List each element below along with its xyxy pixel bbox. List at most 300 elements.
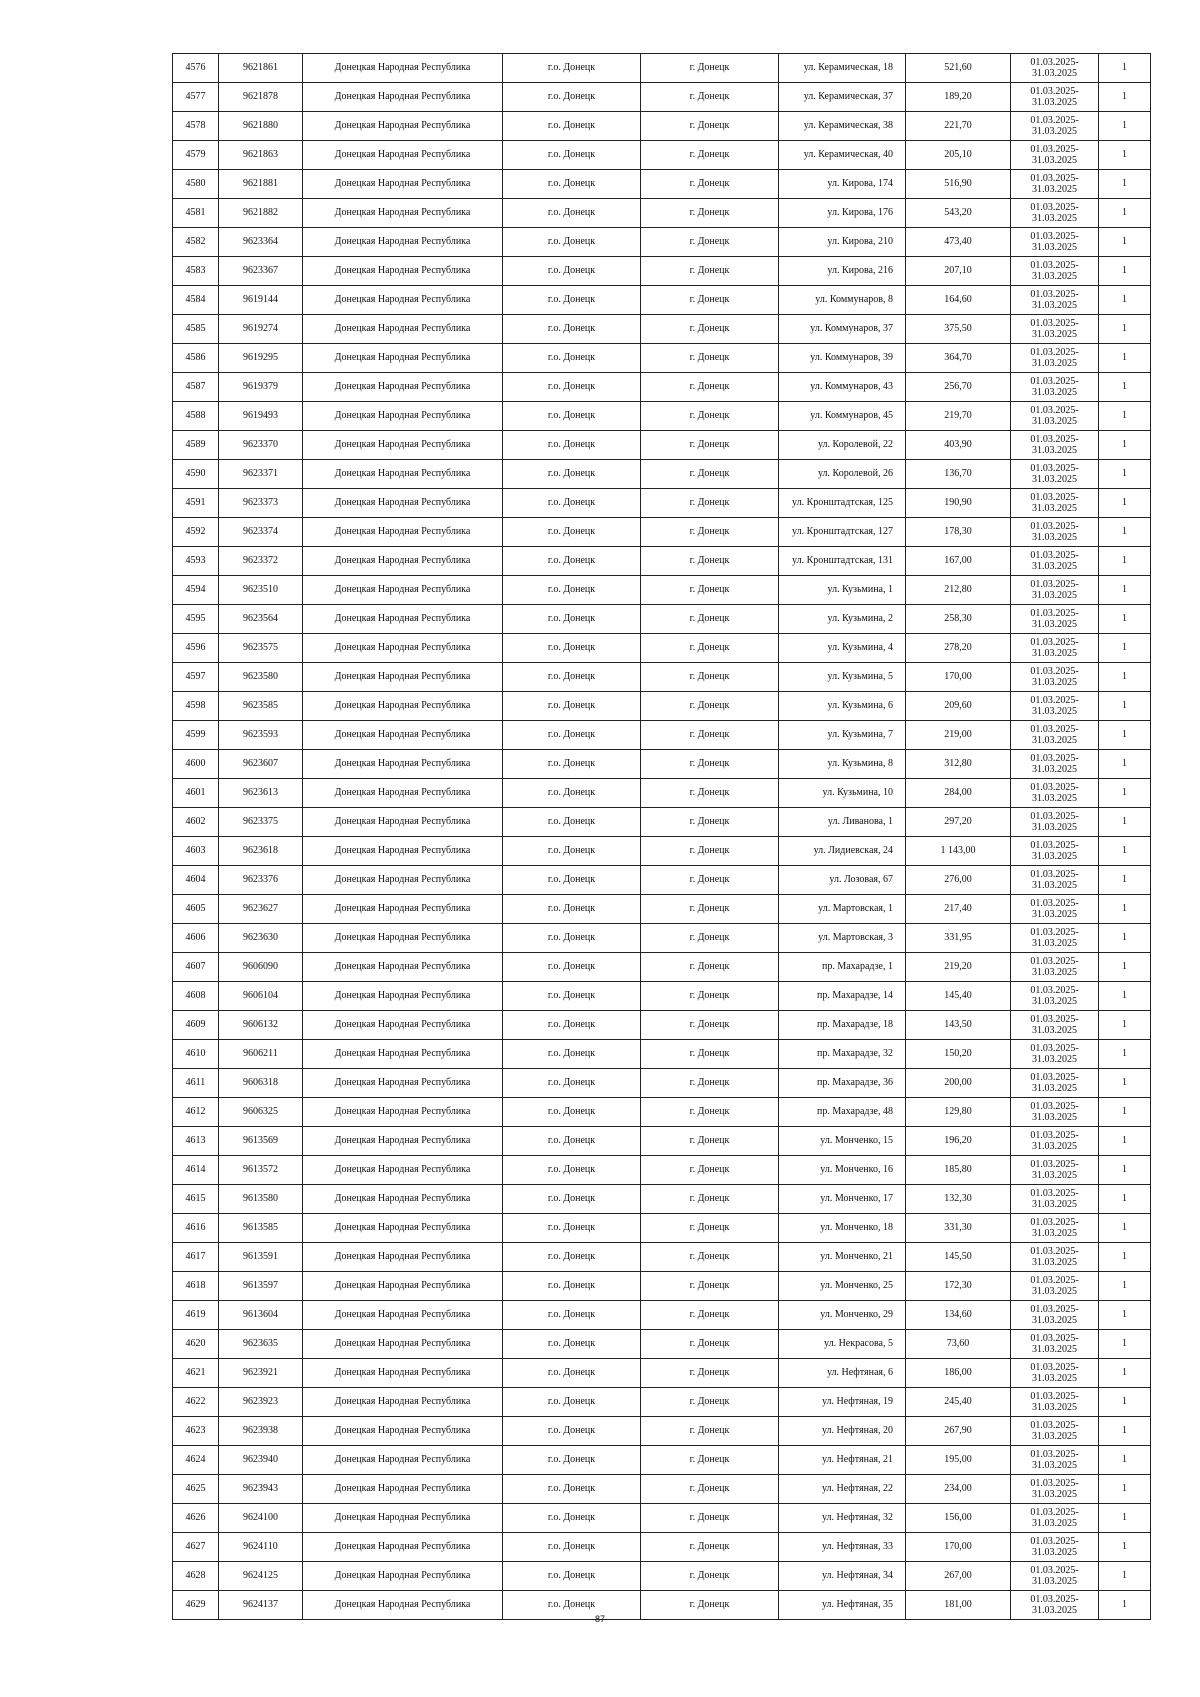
row-number-cell: 4586	[173, 344, 219, 373]
object-id-cell: 9613572	[219, 1156, 303, 1185]
area-cell: 178,30	[906, 518, 1011, 547]
table-row	[173, 924, 1151, 953]
city-cell: г. Донецк	[641, 1446, 779, 1475]
city-cell: г. Донецк	[641, 982, 779, 1011]
table-row	[173, 257, 1151, 286]
count-cell: 1	[1099, 431, 1151, 460]
table-row	[173, 54, 1151, 83]
city-cell: г. Донецк	[641, 1272, 779, 1301]
region-cell: Донецкая Народная Республика	[303, 257, 503, 286]
area-cell: 331,30	[906, 1214, 1011, 1243]
count-cell: 1	[1099, 982, 1151, 1011]
object-id-cell: 9623371	[219, 460, 303, 489]
table-row	[173, 431, 1151, 460]
district-cell: г.о. Донецк	[503, 866, 641, 895]
city-cell: г. Донецк	[641, 576, 779, 605]
table-row	[173, 1417, 1151, 1446]
area-cell: 267,00	[906, 1562, 1011, 1591]
count-cell: 1	[1099, 460, 1151, 489]
row-number-cell: 4603	[173, 837, 219, 866]
area-cell: 189,20	[906, 83, 1011, 112]
city-cell: г. Донецк	[641, 286, 779, 315]
address-cell: ул. Королевой, 22	[779, 431, 906, 460]
address-cell: ул. Кузьмина, 5	[779, 663, 906, 692]
period-cell: 01.03.2025-31.03.2025	[1011, 1446, 1099, 1475]
object-id-cell: 9623580	[219, 663, 303, 692]
count-cell: 1	[1099, 170, 1151, 199]
city-cell: г. Донецк	[641, 924, 779, 953]
address-cell: ул. Керамическая, 40	[779, 141, 906, 170]
table-row	[173, 982, 1151, 1011]
object-id-cell: 9623938	[219, 1417, 303, 1446]
area-cell: 73,60	[906, 1330, 1011, 1359]
district-cell: г.о. Донецк	[503, 1156, 641, 1185]
address-cell: ул. Монченко, 15	[779, 1127, 906, 1156]
district-cell: г.о. Донецк	[503, 1533, 641, 1562]
address-cell: пр. Махарадзе, 36	[779, 1069, 906, 1098]
region-cell: Донецкая Народная Республика	[303, 228, 503, 257]
district-cell: г.о. Донецк	[503, 953, 641, 982]
address-cell: ул. Лидиевская, 24	[779, 837, 906, 866]
address-cell: ул. Керамическая, 38	[779, 112, 906, 141]
address-cell: ул. Монченко, 17	[779, 1185, 906, 1214]
area-cell: 1 143,00	[906, 837, 1011, 866]
object-id-cell: 9623635	[219, 1330, 303, 1359]
period-cell: 01.03.2025-31.03.2025	[1011, 460, 1099, 489]
city-cell: г. Донецк	[641, 779, 779, 808]
address-cell: ул. Кронштадтская, 125	[779, 489, 906, 518]
district-cell: г.о. Донецк	[503, 141, 641, 170]
count-cell: 1	[1099, 1040, 1151, 1069]
period-cell: 01.03.2025-31.03.2025	[1011, 924, 1099, 953]
address-cell: ул. Коммунаров, 8	[779, 286, 906, 315]
object-id-cell: 9613604	[219, 1301, 303, 1330]
row-number-cell: 4624	[173, 1446, 219, 1475]
table-row	[173, 692, 1151, 721]
table-row	[173, 779, 1151, 808]
table-row	[173, 518, 1151, 547]
region-cell: Донецкая Народная Республика	[303, 982, 503, 1011]
city-cell: г. Донецк	[641, 808, 779, 837]
table-row	[173, 460, 1151, 489]
table-row	[173, 1388, 1151, 1417]
district-cell: г.о. Донецк	[503, 1011, 641, 1040]
city-cell: г. Донецк	[641, 1243, 779, 1272]
district-cell: г.о. Донецк	[503, 547, 641, 576]
region-cell: Донецкая Народная Республика	[303, 1504, 503, 1533]
row-number-cell: 4626	[173, 1504, 219, 1533]
count-cell: 1	[1099, 547, 1151, 576]
table-row	[173, 1330, 1151, 1359]
count-cell: 1	[1099, 692, 1151, 721]
period-cell: 01.03.2025-31.03.2025	[1011, 1156, 1099, 1185]
table-row	[173, 1504, 1151, 1533]
region-cell: Донецкая Народная Республика	[303, 1359, 503, 1388]
period-cell: 01.03.2025-31.03.2025	[1011, 808, 1099, 837]
period-cell: 01.03.2025-31.03.2025	[1011, 1301, 1099, 1330]
count-cell: 1	[1099, 605, 1151, 634]
table-row	[173, 170, 1151, 199]
area-cell: 331,95	[906, 924, 1011, 953]
row-number-cell: 4605	[173, 895, 219, 924]
region-cell: Донецкая Народная Республика	[303, 895, 503, 924]
address-cell: ул. Монченко, 16	[779, 1156, 906, 1185]
district-cell: г.о. Донецк	[503, 1214, 641, 1243]
row-number-cell: 4580	[173, 170, 219, 199]
area-cell: 195,00	[906, 1446, 1011, 1475]
area-cell: 150,20	[906, 1040, 1011, 1069]
area-cell: 156,00	[906, 1504, 1011, 1533]
city-cell: г. Донецк	[641, 257, 779, 286]
area-cell: 473,40	[906, 228, 1011, 257]
table-row	[173, 112, 1151, 141]
table-row	[173, 721, 1151, 750]
row-number-cell: 4607	[173, 953, 219, 982]
object-id-cell: 9623613	[219, 779, 303, 808]
city-cell: г. Донецк	[641, 1040, 779, 1069]
count-cell: 1	[1099, 837, 1151, 866]
district-cell: г.о. Донецк	[503, 1272, 641, 1301]
count-cell: 1	[1099, 1591, 1151, 1620]
area-cell: 196,20	[906, 1127, 1011, 1156]
region-cell: Донецкая Народная Республика	[303, 924, 503, 953]
region-cell: Донецкая Народная Республика	[303, 1446, 503, 1475]
period-cell: 01.03.2025-31.03.2025	[1011, 547, 1099, 576]
count-cell: 1	[1099, 1301, 1151, 1330]
area-cell: 516,90	[906, 170, 1011, 199]
count-cell: 1	[1099, 1272, 1151, 1301]
area-cell: 267,90	[906, 1417, 1011, 1446]
row-number-cell: 4589	[173, 431, 219, 460]
district-cell: г.о. Донецк	[503, 1475, 641, 1504]
area-cell: 234,00	[906, 1475, 1011, 1504]
address-cell: ул. Кронштадтская, 127	[779, 518, 906, 547]
object-id-cell: 9624125	[219, 1562, 303, 1591]
region-cell: Донецкая Народная Республика	[303, 1040, 503, 1069]
object-id-cell: 9623376	[219, 866, 303, 895]
object-id-cell: 9623364	[219, 228, 303, 257]
row-number-cell: 4621	[173, 1359, 219, 1388]
area-cell: 172,30	[906, 1272, 1011, 1301]
object-id-cell: 9619274	[219, 315, 303, 344]
address-cell: ул. Коммунаров, 43	[779, 373, 906, 402]
city-cell: г. Донецк	[641, 460, 779, 489]
city-cell: г. Донецк	[641, 692, 779, 721]
district-cell: г.о. Донецк	[503, 1504, 641, 1533]
area-cell: 217,40	[906, 895, 1011, 924]
district-cell: г.о. Донецк	[503, 895, 641, 924]
object-id-cell: 9623923	[219, 1388, 303, 1417]
table-row	[173, 953, 1151, 982]
object-id-cell: 9606104	[219, 982, 303, 1011]
row-number-cell: 4623	[173, 1417, 219, 1446]
city-cell: г. Донецк	[641, 1359, 779, 1388]
area-cell: 284,00	[906, 779, 1011, 808]
region-cell: Донецкая Народная Республика	[303, 1069, 503, 1098]
count-cell: 1	[1099, 315, 1151, 344]
district-cell: г.о. Донецк	[503, 1040, 641, 1069]
table-row	[173, 663, 1151, 692]
object-id-cell: 9606132	[219, 1011, 303, 1040]
district-cell: г.о. Донецк	[503, 170, 641, 199]
city-cell: г. Донецк	[641, 170, 779, 199]
region-cell: Донецкая Народная Республика	[303, 170, 503, 199]
row-number-cell: 4581	[173, 199, 219, 228]
period-cell: 01.03.2025-31.03.2025	[1011, 1127, 1099, 1156]
region-cell: Донецкая Народная Республика	[303, 489, 503, 518]
count-cell: 1	[1099, 634, 1151, 663]
area-cell: 245,40	[906, 1388, 1011, 1417]
area-cell: 364,70	[906, 344, 1011, 373]
address-cell: ул. Нефтяная, 34	[779, 1562, 906, 1591]
address-cell: ул. Кузьмина, 4	[779, 634, 906, 663]
address-cell: ул. Нефтяная, 6	[779, 1359, 906, 1388]
row-number-cell: 4588	[173, 402, 219, 431]
period-cell: 01.03.2025-31.03.2025	[1011, 1069, 1099, 1098]
city-cell: г. Донецк	[641, 489, 779, 518]
count-cell: 1	[1099, 286, 1151, 315]
area-cell: 132,30	[906, 1185, 1011, 1214]
address-cell: ул. Монченко, 25	[779, 1272, 906, 1301]
area-cell: 258,30	[906, 605, 1011, 634]
city-cell: г. Донецк	[641, 373, 779, 402]
city-cell: г. Донецк	[641, 1185, 779, 1214]
count-cell: 1	[1099, 112, 1151, 141]
period-cell: 01.03.2025-31.03.2025	[1011, 576, 1099, 605]
count-cell: 1	[1099, 344, 1151, 373]
region-cell: Донецкая Народная Республика	[303, 1156, 503, 1185]
address-cell: ул. Кузьмина, 10	[779, 779, 906, 808]
table-row	[173, 605, 1151, 634]
area-cell: 200,00	[906, 1069, 1011, 1098]
object-id-cell: 9606090	[219, 953, 303, 982]
period-cell: 01.03.2025-31.03.2025	[1011, 431, 1099, 460]
address-cell: ул. Нефтяная, 19	[779, 1388, 906, 1417]
address-cell: ул. Нефтяная, 32	[779, 1504, 906, 1533]
object-id-cell: 9623373	[219, 489, 303, 518]
city-cell: г. Донецк	[641, 431, 779, 460]
city-cell: г. Донецк	[641, 199, 779, 228]
city-cell: г. Донецк	[641, 895, 779, 924]
city-cell: г. Донецк	[641, 547, 779, 576]
region-cell: Донецкая Народная Республика	[303, 1475, 503, 1504]
district-cell: г.о. Донецк	[503, 576, 641, 605]
period-cell: 01.03.2025-31.03.2025	[1011, 1011, 1099, 1040]
count-cell: 1	[1099, 1185, 1151, 1214]
row-number-cell: 4592	[173, 518, 219, 547]
area-cell: 143,50	[906, 1011, 1011, 1040]
count-cell: 1	[1099, 866, 1151, 895]
district-cell: г.о. Донецк	[503, 460, 641, 489]
row-number-cell: 4618	[173, 1272, 219, 1301]
row-number-cell: 4590	[173, 460, 219, 489]
area-cell: 207,10	[906, 257, 1011, 286]
period-cell: 01.03.2025-31.03.2025	[1011, 141, 1099, 170]
row-number-cell: 4600	[173, 750, 219, 779]
table-row	[173, 373, 1151, 402]
region-cell: Донецкая Народная Республика	[303, 1562, 503, 1591]
table-row	[173, 286, 1151, 315]
object-id-cell: 9619144	[219, 286, 303, 315]
area-cell: 297,20	[906, 808, 1011, 837]
period-cell: 01.03.2025-31.03.2025	[1011, 112, 1099, 141]
area-cell: 134,60	[906, 1301, 1011, 1330]
row-number-cell: 4598	[173, 692, 219, 721]
object-id-cell: 9623607	[219, 750, 303, 779]
row-number-cell: 4616	[173, 1214, 219, 1243]
table-row	[173, 1562, 1151, 1591]
city-cell: г. Донецк	[641, 402, 779, 431]
period-cell: 01.03.2025-31.03.2025	[1011, 663, 1099, 692]
address-cell: ул. Кузьмина, 2	[779, 605, 906, 634]
region-cell: Донецкая Народная Республика	[303, 692, 503, 721]
row-number-cell: 4617	[173, 1243, 219, 1272]
table-row	[173, 1475, 1151, 1504]
address-cell: ул. Кузьмина, 7	[779, 721, 906, 750]
row-number-cell: 4591	[173, 489, 219, 518]
address-cell: ул. Керамическая, 18	[779, 54, 906, 83]
period-cell: 01.03.2025-31.03.2025	[1011, 518, 1099, 547]
address-cell: ул. Нефтяная, 33	[779, 1533, 906, 1562]
district-cell: г.о. Донецк	[503, 518, 641, 547]
address-cell: ул. Ливанова, 1	[779, 808, 906, 837]
table-row	[173, 315, 1151, 344]
row-number-cell: 4606	[173, 924, 219, 953]
address-cell: ул. Кузьмина, 1	[779, 576, 906, 605]
area-cell: 164,60	[906, 286, 1011, 315]
district-cell: г.о. Донецк	[503, 721, 641, 750]
region-cell: Донецкая Народная Республика	[303, 431, 503, 460]
district-cell: г.о. Донецк	[503, 1185, 641, 1214]
count-cell: 1	[1099, 924, 1151, 953]
region-cell: Донецкая Народная Республика	[303, 286, 503, 315]
object-id-cell: 9613580	[219, 1185, 303, 1214]
city-cell: г. Донецк	[641, 721, 779, 750]
object-id-cell: 9623510	[219, 576, 303, 605]
table-row	[173, 1098, 1151, 1127]
table-row	[173, 750, 1151, 779]
count-cell: 1	[1099, 1417, 1151, 1446]
area-cell: 209,60	[906, 692, 1011, 721]
region-cell: Донецкая Народная Республика	[303, 141, 503, 170]
address-cell: пр. Махарадзе, 18	[779, 1011, 906, 1040]
district-cell: г.о. Донецк	[503, 692, 641, 721]
region-cell: Донецкая Народная Республика	[303, 199, 503, 228]
region-cell: Донецкая Народная Республика	[303, 1243, 503, 1272]
row-number-cell: 4609	[173, 1011, 219, 1040]
district-cell: г.о. Донецк	[503, 431, 641, 460]
table-row	[173, 576, 1151, 605]
address-cell: ул. Нефтяная, 21	[779, 1446, 906, 1475]
period-cell: 01.03.2025-31.03.2025	[1011, 1359, 1099, 1388]
table-row	[173, 547, 1151, 576]
address-cell: ул. Кузьмина, 8	[779, 750, 906, 779]
address-cell: ул. Кирова, 176	[779, 199, 906, 228]
area-cell: 521,60	[906, 54, 1011, 83]
area-cell: 181,00	[906, 1591, 1011, 1620]
address-cell: ул. Коммунаров, 45	[779, 402, 906, 431]
region-cell: Донецкая Народная Республика	[303, 344, 503, 373]
area-cell: 221,70	[906, 112, 1011, 141]
district-cell: г.о. Донецк	[503, 199, 641, 228]
row-number-cell: 4622	[173, 1388, 219, 1417]
region-cell: Донецкая Народная Республика	[303, 315, 503, 344]
area-cell: 145,40	[906, 982, 1011, 1011]
period-cell: 01.03.2025-31.03.2025	[1011, 1475, 1099, 1504]
object-id-cell: 9613591	[219, 1243, 303, 1272]
count-cell: 1	[1099, 779, 1151, 808]
period-cell: 01.03.2025-31.03.2025	[1011, 750, 1099, 779]
table-row	[173, 1127, 1151, 1156]
area-cell: 186,00	[906, 1359, 1011, 1388]
row-number-cell: 4597	[173, 663, 219, 692]
row-number-cell: 4610	[173, 1040, 219, 1069]
row-number-cell: 4602	[173, 808, 219, 837]
address-cell: ул. Нефтяная, 35	[779, 1591, 906, 1620]
address-cell: ул. Мартовская, 1	[779, 895, 906, 924]
city-cell: г. Донецк	[641, 518, 779, 547]
table-row	[173, 634, 1151, 663]
table-row	[173, 1185, 1151, 1214]
address-cell: пр. Махарадзе, 14	[779, 982, 906, 1011]
district-cell: г.о. Донецк	[503, 837, 641, 866]
table-row	[173, 228, 1151, 257]
table-row	[173, 1359, 1151, 1388]
count-cell: 1	[1099, 1243, 1151, 1272]
row-number-cell: 4629	[173, 1591, 219, 1620]
city-cell: г. Донецк	[641, 750, 779, 779]
row-number-cell: 4578	[173, 112, 219, 141]
object-id-cell: 9623630	[219, 924, 303, 953]
region-cell: Донецкая Народная Республика	[303, 866, 503, 895]
row-number-cell: 4584	[173, 286, 219, 315]
region-cell: Донецкая Народная Республика	[303, 547, 503, 576]
address-cell: пр. Махарадзе, 32	[779, 1040, 906, 1069]
table-row	[173, 1533, 1151, 1562]
area-cell: 167,00	[906, 547, 1011, 576]
area-cell: 190,90	[906, 489, 1011, 518]
count-cell: 1	[1099, 1156, 1151, 1185]
object-id-cell: 9619379	[219, 373, 303, 402]
district-cell: г.о. Донецк	[503, 1446, 641, 1475]
object-id-cell: 9613569	[219, 1127, 303, 1156]
region-cell: Донецкая Народная Республика	[303, 1591, 503, 1620]
object-id-cell: 9623921	[219, 1359, 303, 1388]
district-cell: г.о. Донецк	[503, 54, 641, 83]
count-cell: 1	[1099, 1533, 1151, 1562]
city-cell: г. Донецк	[641, 866, 779, 895]
address-cell: ул. Кирова, 210	[779, 228, 906, 257]
area-cell: 219,00	[906, 721, 1011, 750]
period-cell: 01.03.2025-31.03.2025	[1011, 1417, 1099, 1446]
period-cell: 01.03.2025-31.03.2025	[1011, 895, 1099, 924]
district-cell: г.о. Донецк	[503, 1330, 641, 1359]
table-row	[173, 1272, 1151, 1301]
count-cell: 1	[1099, 257, 1151, 286]
region-cell: Донецкая Народная Республика	[303, 54, 503, 83]
region-cell: Донецкая Народная Республика	[303, 808, 503, 837]
count-cell: 1	[1099, 1359, 1151, 1388]
object-id-cell: 9606325	[219, 1098, 303, 1127]
period-cell: 01.03.2025-31.03.2025	[1011, 1243, 1099, 1272]
count-cell: 1	[1099, 1214, 1151, 1243]
period-cell: 01.03.2025-31.03.2025	[1011, 1040, 1099, 1069]
period-cell: 01.03.2025-31.03.2025	[1011, 489, 1099, 518]
table-row	[173, 1156, 1151, 1185]
period-cell: 01.03.2025-31.03.2025	[1011, 1388, 1099, 1417]
area-cell: 205,10	[906, 141, 1011, 170]
object-id-cell: 9623370	[219, 431, 303, 460]
